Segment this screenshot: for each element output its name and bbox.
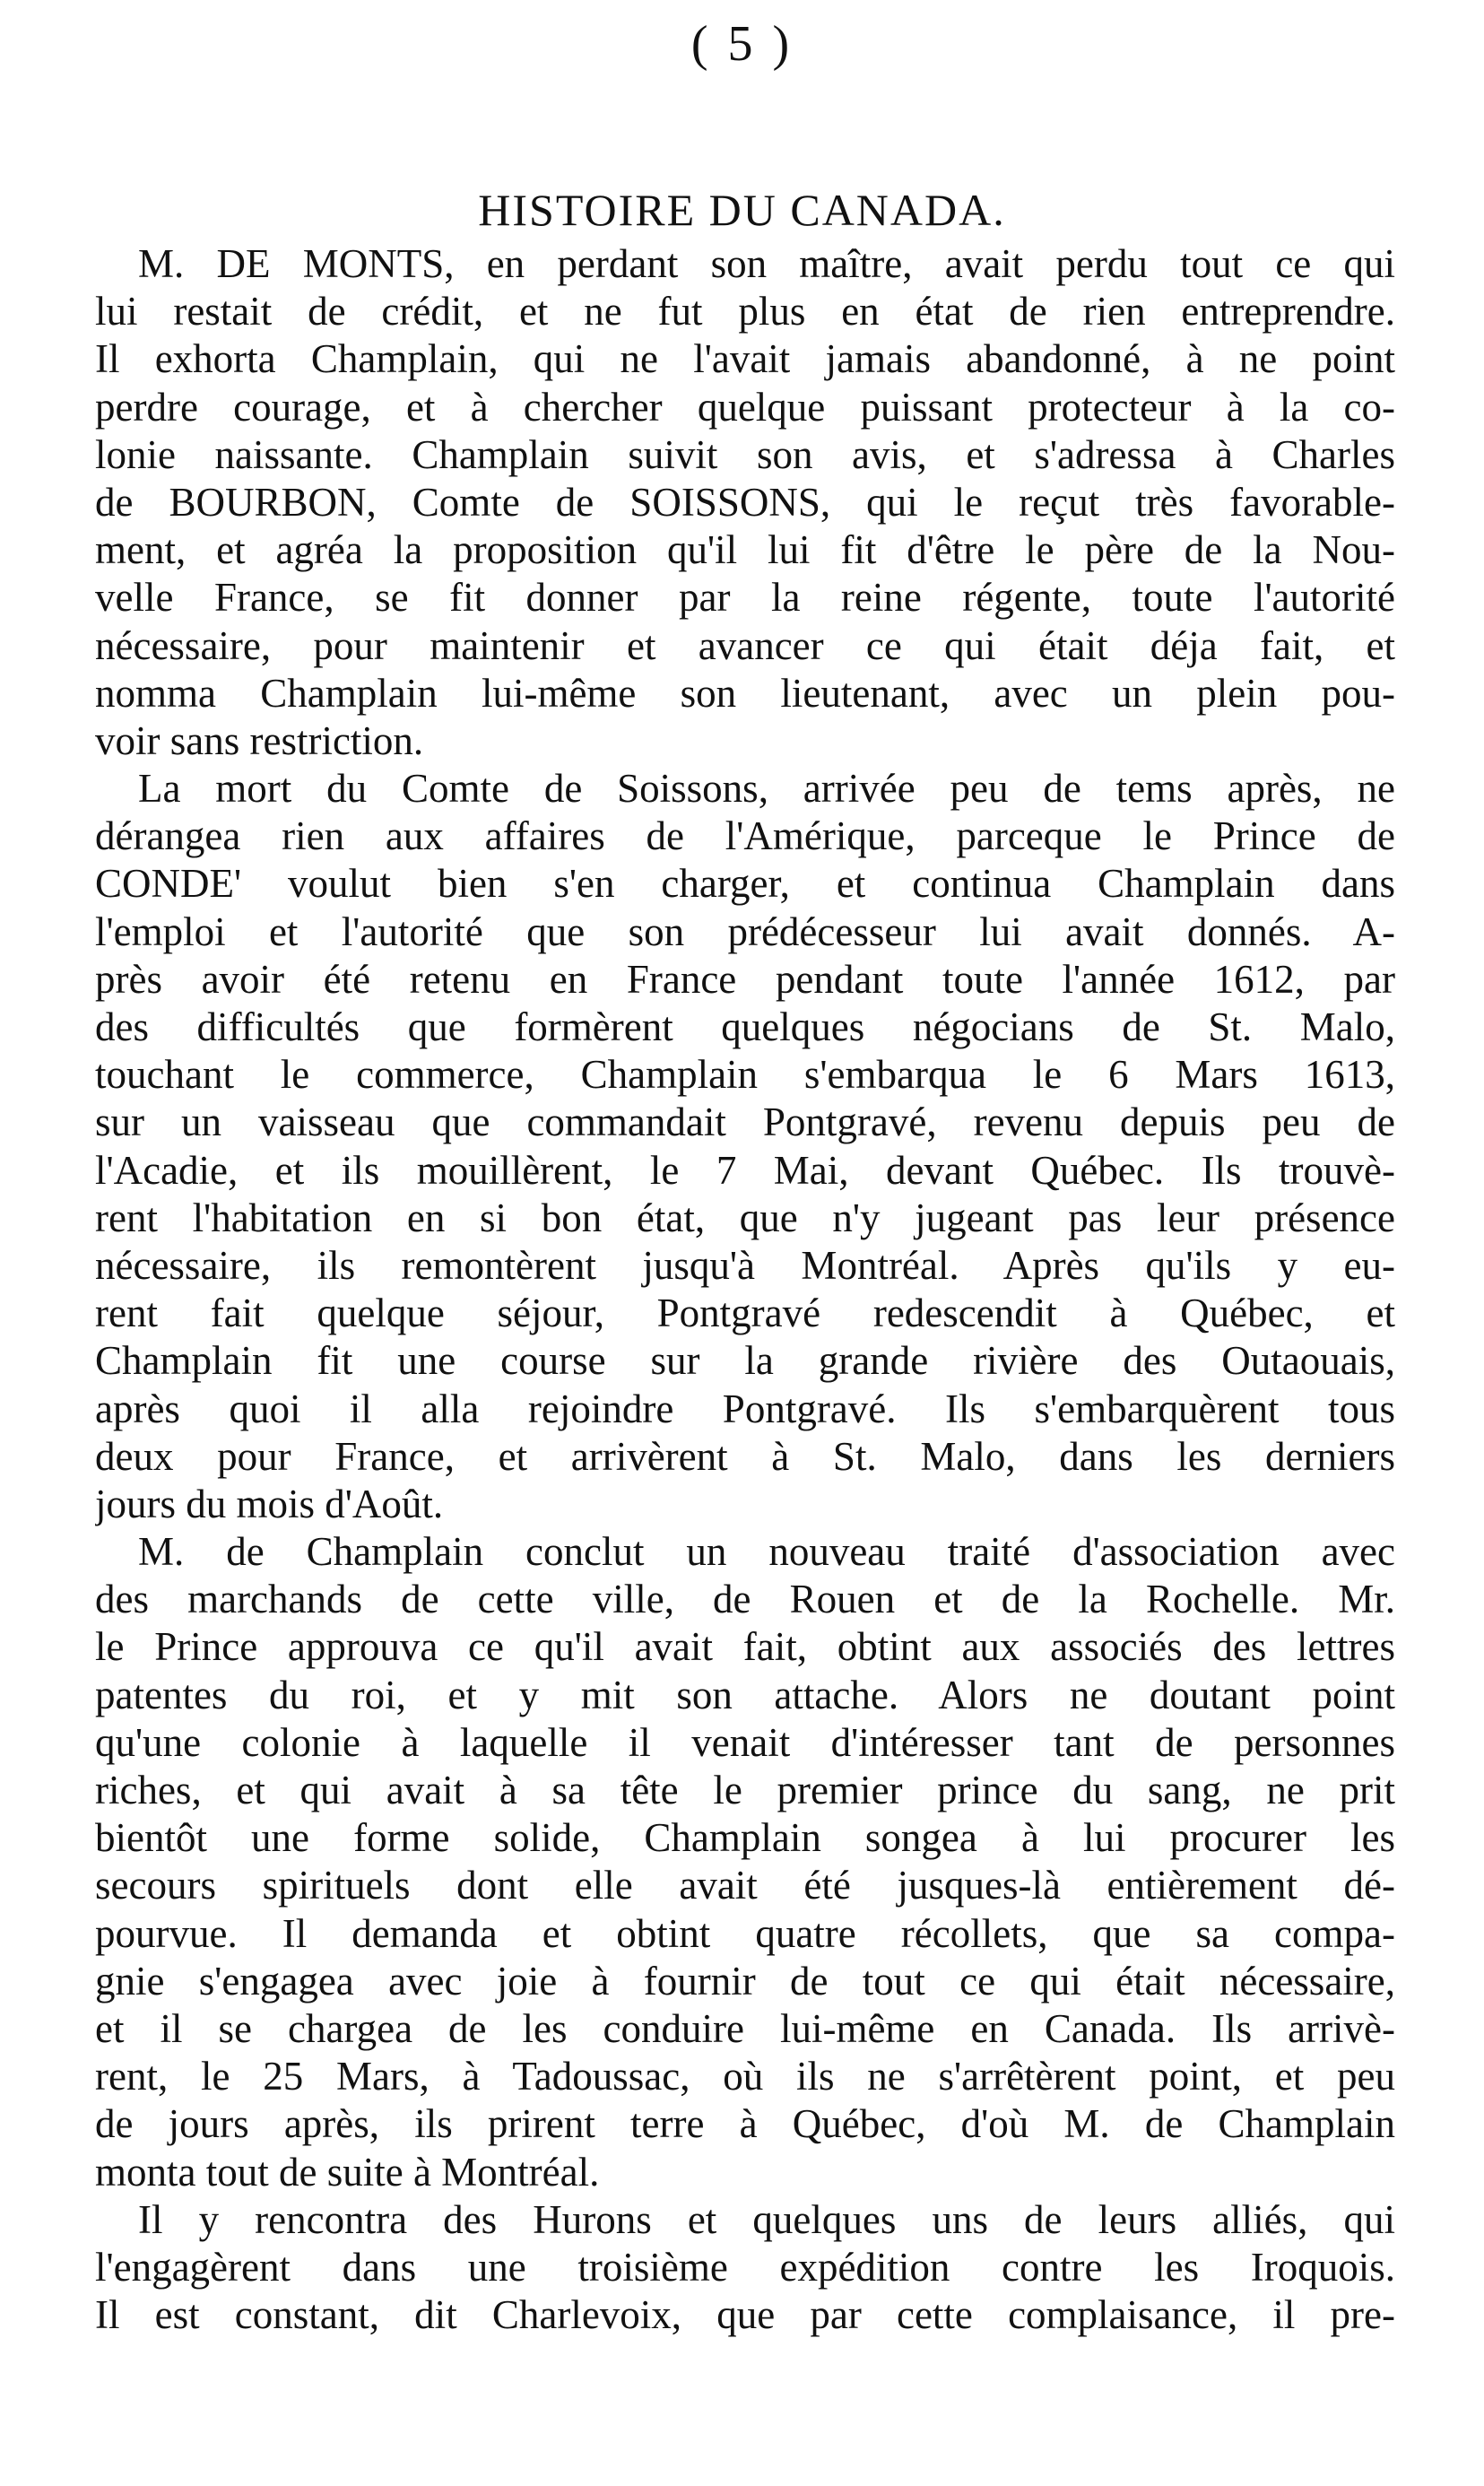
text-line: l'emploi et l'autorité que son prédécesseur lui avait donnés. A- (95, 908, 1395, 954)
text-line: patentes du roi, et y mit son attache. Alors ne doutant point (95, 1672, 1395, 1717)
text-line: gnie s'engagea avec joie à fournir de tout ce qui était nécessaire, (95, 1958, 1395, 2004)
text-line: après quoi il alla rejoindre Pontgravé. Ils s'embarquèrent tous (95, 1386, 1395, 1431)
text-line: nécessaire, pour maintenir et avancer ce qui était déja fait, et (95, 622, 1395, 668)
text-line: ment, et agréa la proposition qu'il lui fit d'être le père de la Nou- (95, 527, 1395, 573)
paragraph-4 (95, 2196, 1395, 2340)
text-line: et il se chargea de les conduire lui-même en Canada. Ils arrivè- (95, 2005, 1395, 2051)
text-line: nécessaire, ils remontèrent jusqu'à Montréal. Après qu'ils y eu- (95, 1242, 1395, 1288)
text-line: lonie naissante. Champlain suivit son avis, et s'adressa à Charles (95, 431, 1395, 477)
text-line: dérangea rien aux affaires de l'Amérique, parceque le Prince de (95, 813, 1395, 859)
text-line: La mort du Comte de Soissons, arrivée peu de tems après, ne (138, 766, 1395, 812)
text-line: qu'une colonie à laquelle il venait d'intéresser tant de personnes (95, 1719, 1395, 1765)
text-line: Il y rencontra des Hurons et quelques uns de leurs alliés, qui (138, 2196, 1395, 2242)
text-line: rent fait quelque séjour, Pontgravé redescendit à Québec, et (95, 1291, 1395, 1336)
paragraph-3 (95, 1528, 1395, 2196)
text-line: rent, le 25 Mars, à Tadoussac, où ils ne s'arrêtèrent point, et peu (95, 2054, 1395, 2099)
text-line: nomma Champlain lui-même son lieutenant, avec un plein pou- (95, 670, 1395, 716)
text-line: des difficultés que formèrent quelques négocians de St. Malo, (95, 1004, 1395, 1049)
text-line: de jours après, ils prirent terre à Québec, d'où M. de Champlain (95, 2101, 1395, 2147)
text-line: velle France, se fit donner par la reine régente, toute l'autorité (95, 575, 1395, 621)
text-line: monta tout de suite à Montréal. (95, 2149, 600, 2195)
text-line: jours du mois d'Août. (95, 1481, 444, 1526)
text-line: près avoir été retenu en France pendant toute l'année 1612, par (95, 956, 1395, 1002)
text-line: riches, et qui avait à sa tête le premier prince du sang, ne prit (95, 1768, 1395, 1812)
text-line: l'engagèrent dans une troisième expédition contre les Iroquois. (95, 2244, 1395, 2290)
text-line: des marchands de cette ville, de Rouen et de la Rochelle. Mr. (95, 1577, 1395, 1622)
paragraph-1 (95, 240, 1395, 765)
text-line: deux pour France, et arrivèrent à St. Malo, dans les derniers (95, 1433, 1395, 1479)
text-line: bientôt une forme solide, Champlain songea à lui procurer les (95, 1815, 1395, 1861)
text-line: M. DE MONTS, en perdant son maître, avait perdu tout ce qui (138, 241, 1395, 286)
text-line: l'Acadie, et ils mouillèrent, le 7 Mai, devant Québec. Ils trouvè- (95, 1147, 1395, 1193)
text-line: pourvue. Il demanda et obtint quatre récollets, que sa compa- (95, 1910, 1395, 1956)
text-line: perdre courage, et à chercher quelque puissant protecteur à la co- (95, 384, 1395, 430)
page-heading: HISTOIRE DU CANADA. (478, 184, 1006, 235)
text-line: Champlain fit une course sur la grande rivière des Outaouais, (95, 1338, 1395, 1384)
text-line: sur un vaisseau que commandait Pontgravé, revenu depuis peu de (95, 1100, 1395, 1145)
text-line: CONDE' voulut bien s'en charger, et continua Champlain dans (95, 861, 1395, 907)
body-text (95, 240, 1395, 2339)
text-line: lui restait de crédit, et ne fut plus en état de rien entreprendre. (95, 289, 1395, 335)
text-line: Il exhorta Champlain, qui ne l'avait jamais abandonné, à ne point (95, 336, 1395, 382)
text-line: rent l'habitation en si bon état, que n'y jugeant pas leur présence (95, 1195, 1395, 1240)
text-line: M. de Champlain conclut un nouveau traité d'association avec (138, 1529, 1395, 1575)
text-line: de BOURBON, Comte de SOISSONS, qui le reçut très favorable- (95, 479, 1395, 525)
text-line: le Prince approuva ce qu'il avait fait, obtint aux associés des lettres (95, 1624, 1395, 1670)
text-line: Il est constant, dit Charlevoix, que par cette complaisance, il pre- (95, 2292, 1395, 2338)
paragraph-2 (95, 765, 1395, 1528)
text-line: touchant le commerce, Champlain s'embarqua le 6 Mars 1613, (95, 1052, 1395, 1098)
page-number: ( 5 ) (690, 16, 794, 72)
text-line: secours spirituels dont elle avait été jusques-là entièrement dé- (95, 1863, 1395, 1908)
text-line: voir sans restriction. (95, 717, 424, 763)
